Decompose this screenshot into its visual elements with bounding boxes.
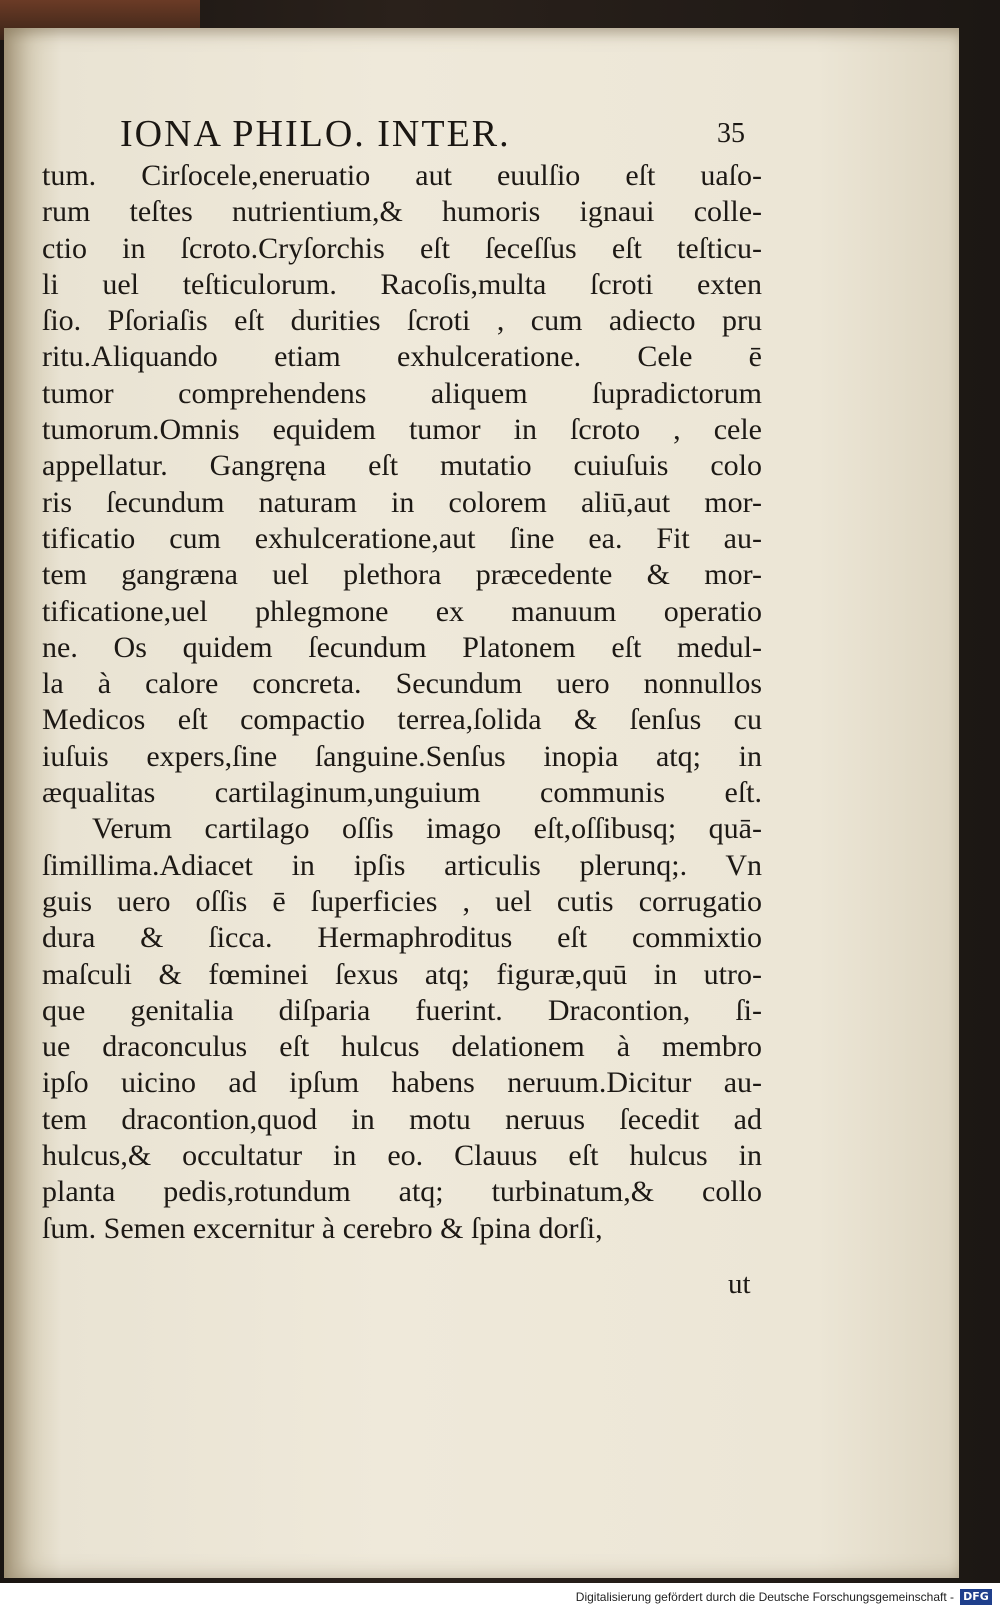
text-line: la à calore concreta. Secundum uero nonnullos <box>42 667 762 701</box>
text-line: tumorum.Omnis equidem tumor in ſcroto , cele <box>42 413 762 447</box>
text-line: æqualitas cartilaginum,unguium communis eſt. <box>42 776 762 810</box>
catchword: ut <box>728 1268 751 1300</box>
page-number: 35 <box>717 118 745 149</box>
text-line: iuſuis expers,ſine ſanguine.Senſus inopia atq; in <box>42 739 762 773</box>
text-line: tificatione,uel phlegmone ex manuum operatio <box>42 594 762 628</box>
body-text <box>42 158 762 1247</box>
text-line: ritu.Aliquando etiam exhulceratione. Cele ē <box>42 340 762 374</box>
funding-credit: Digitalisierung gefördert durch die Deutsche Forschungsgemeinschaft - <box>575 1590 954 1604</box>
text-line: Medicos eſt compactio terrea,ſolida & ſenſus cu <box>42 703 762 737</box>
text-line: ipſo uicino ad ipſum habens neruum.Dicitur au- <box>42 1066 762 1100</box>
text-line: tem gangræna uel plethora præcedente & mor- <box>42 558 762 592</box>
text-line: tem dracontion,quod in motu neruus ſecedit ad <box>42 1102 762 1136</box>
running-head: IONA PHILO. INTER. <box>120 113 511 155</box>
text-line: dura & ſicca. Hermaphroditus eſt commixtio <box>42 921 762 955</box>
text-line: rum teſtes nutrientium,& humoris ignaui colle- <box>42 195 762 229</box>
text-line: tumor comprehendens aliquem ſupradictorum <box>42 376 762 410</box>
footer-bar <box>0 1583 1000 1613</box>
dfg-logo: DFG <box>960 1589 992 1605</box>
text-line: maſculi & fœminei ſexus atq; figuræ,quū in utro- <box>42 957 762 991</box>
text-line: ſio. Pſoriaſis eſt durities ſcroti , cum adiecto pru <box>42 304 762 338</box>
text-line: hulcus,& occultatur in eo. Clauus eſt hulcus in <box>42 1139 762 1173</box>
text-line: appellatur. Gangręna eſt mutatio cuiuſuis colo <box>42 449 762 483</box>
text-line: ne. Os quidem ſecundum Platonem eſt medul- <box>42 630 762 664</box>
text-line: ſum. Semen excernitur à cerebro & ſpina dorſi, <box>42 1211 603 1245</box>
text-line: planta pedis,rotundum atq; turbinatum,& collo <box>42 1175 762 1209</box>
text-line: Verum cartilago oſſis imago eſt,oſſibusq; quā- <box>92 812 762 846</box>
text-line: ſimillima.Adiacet in ipſis articulis plerunq;. Vn <box>42 848 762 882</box>
text-line: guis uero oſſis ē ſuperficies , uel cutis corrugatio <box>42 884 762 918</box>
text-line: que genitalia diſparia fuerint. Dracontion, ſi- <box>42 993 762 1027</box>
text-line: li uel teſticulorum. Racoſis,multa ſcroti exten <box>42 267 762 301</box>
text-line: ris ſecundum naturam in colorem aliū,aut mor- <box>42 485 762 519</box>
text-line: tum. Cirſocele,eneruatio aut euulſio eſt uaſo- <box>42 159 762 192</box>
text-line: tificatio cum exhulceratione,aut ſine ea. Fit au- <box>42 521 762 555</box>
text-line: ue draconculus eſt hulcus delationem à membro <box>42 1030 762 1064</box>
text-line: ctio in ſcroto.Cryſorchis eſt ſeceſſus eſt teſticu- <box>42 231 762 265</box>
